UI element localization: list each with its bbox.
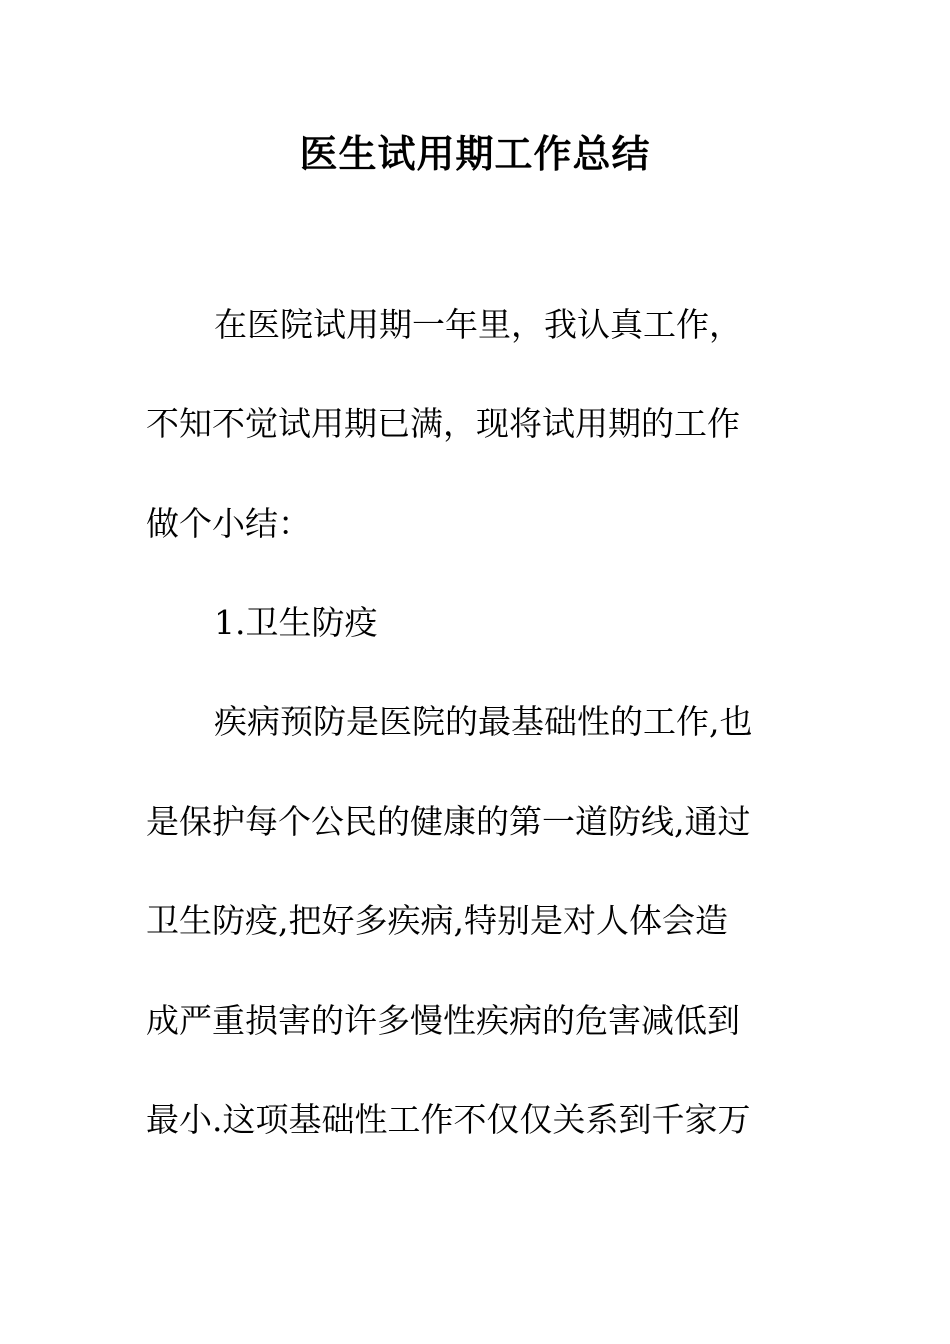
paragraph-line: 在医院试用期一年里，我认真工作， xyxy=(214,305,742,344)
document-title: 医生试用期工作总结 xyxy=(299,132,651,176)
paragraph-line: 成严重损害的许多慢性疾病的危害减低到 xyxy=(146,1001,740,1040)
paragraph-line: 是保护每个公民的健康的第一道防线,通过 xyxy=(146,802,751,841)
paragraph-line: 做个小结： xyxy=(146,504,311,543)
paragraph-line: 疾病预防是医院的最基础性的工作,也 xyxy=(214,702,753,741)
section-heading: 1.卫生防疫 xyxy=(214,603,378,642)
paragraph-line: 最小.这项基础性工作不仅仅关系到千家万 xyxy=(146,1100,751,1139)
paragraph-line: 不知不觉试用期已满，现将试用期的工作 xyxy=(146,404,740,443)
paragraph-line: 卫生防疫,把好多疾病,特别是对人体会造 xyxy=(146,901,728,940)
